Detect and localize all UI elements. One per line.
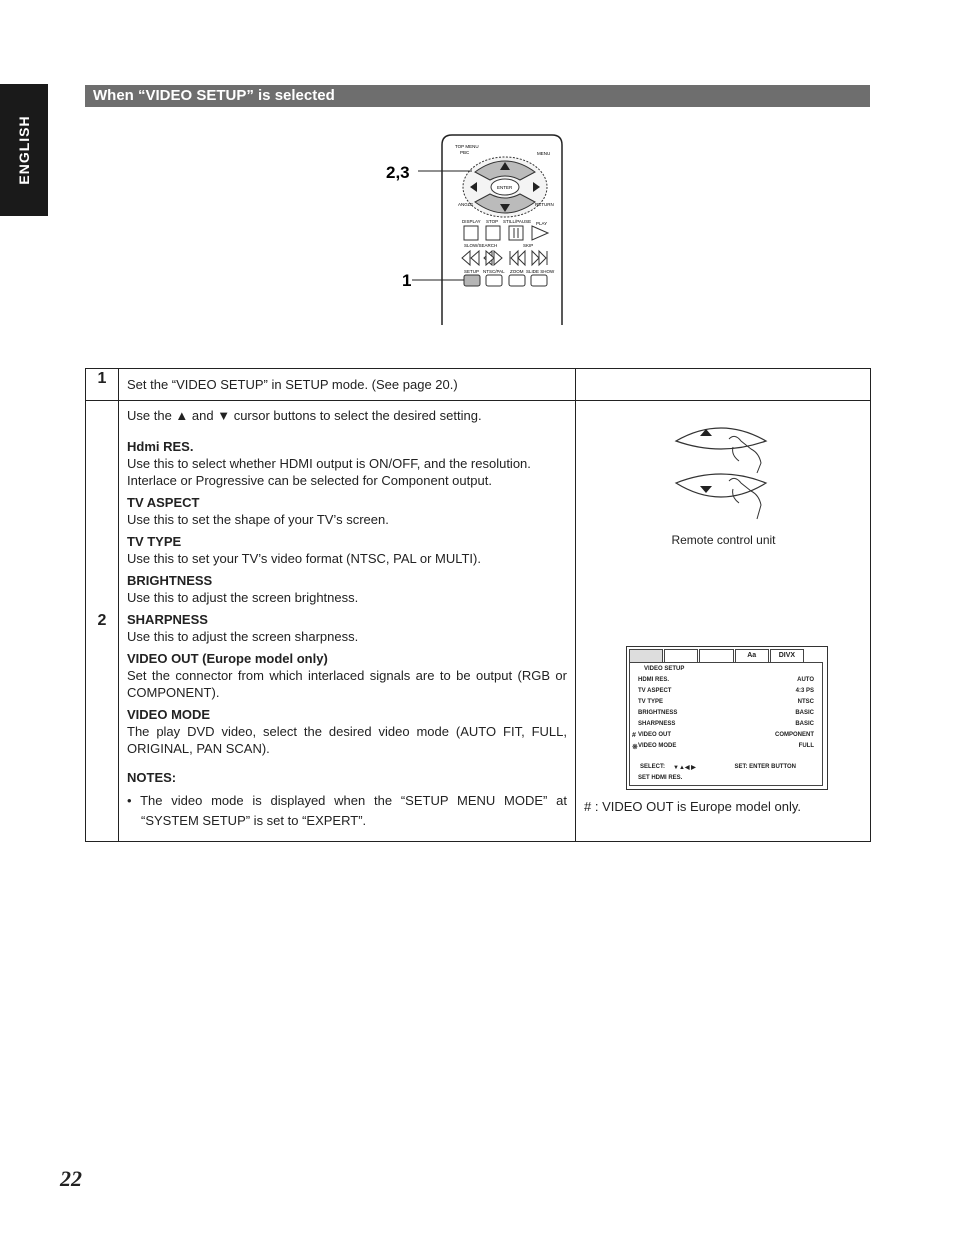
step-1-text: Set the “VIDEO SETUP” in SETUP mode. (See page 20.) (119, 369, 576, 401)
setting-desc-brightness: Use this to adjust the screen brightness. (127, 590, 359, 605)
osd-select-arrows: ▼▲◀ ▶ (673, 765, 696, 771)
setting-desc-hdmi-res: Use this to select whether HDMI output is ON/OFF, and the resolution. Interlace or Progressive can be selected for Component output. (127, 456, 531, 488)
step-2-illustration-cell (576, 401, 871, 842)
steps-table (85, 368, 871, 842)
notes-heading: NOTES: (127, 770, 177, 785)
footnote: # : VIDEO OUT is Europe model only. (584, 799, 801, 814)
remote-label-slide-show: SLIDE SHOW (526, 269, 555, 274)
note-item: • The video mode is displayed when the “SETUP MENU MODE” at “SYSTEM SETUP” is set to “EXPERT”. (127, 793, 567, 828)
cursor-up-key (676, 428, 766, 449)
step-2-intro: Use the ▲ and ▼ cursor buttons to select the desired setting. (127, 408, 482, 423)
setting-heading-tv-aspect: TV ASPECT (127, 495, 200, 510)
osd-row: BRIGHTNESS BASIC (638, 710, 814, 716)
osd-title: VIDEO SETUP (644, 666, 685, 672)
remote-label-slow-search: SLOW/SEARCH (464, 243, 498, 248)
setting-desc-video-out: Set the connector from which interlaced signals are to be output (RGB or COMPONENT). (127, 668, 567, 700)
display-button[interactable] (464, 226, 478, 240)
step-row-2 (86, 401, 871, 842)
section-title: When “VIDEO SETUP” is selected (85, 85, 870, 107)
remote-label-menu: MENU (537, 151, 551, 156)
callout-setup-button: 1 (402, 271, 412, 290)
step-row-1 (86, 369, 871, 401)
osd-row: HDMI RES. AUTO (638, 677, 814, 683)
osd-row: SHARPNESS BASIC (638, 721, 814, 727)
step-1-illustration-cell (576, 369, 871, 401)
osd-tab-disc-icon (699, 649, 733, 663)
down-triangle-icon: ▼ (217, 408, 231, 423)
setup-button[interactable] (464, 275, 480, 286)
setting-desc-sharpness: Use this to adjust the screen sharpness. (127, 629, 359, 644)
up-triangle-icon: ▲ (175, 408, 189, 423)
setting-heading-tv-type: TV TYPE (127, 534, 182, 549)
still-pause-button[interactable] (509, 226, 523, 240)
remote-label-pbc: PBC (460, 150, 470, 155)
osd-screen (626, 646, 828, 790)
setting-heading-sharpness: SHARPNESS (127, 612, 208, 627)
language-tab (0, 84, 48, 216)
setting-heading-video-out: VIDEO OUT (Europe model only) (127, 651, 328, 666)
setting-desc-video-mode: The play DVD video, select the desired video mode (AUTO FIT, FULL, ORIGINAL, PAN SCAN). (127, 724, 567, 756)
setting-desc-tv-aspect: Use this to set the shape of your TV’s screen. (127, 512, 389, 527)
setting-heading-brightness: BRIGHTNESS (127, 573, 213, 588)
osd-row: TV ASPECT 4:3 PS (638, 688, 814, 694)
page-number: 22 (60, 1166, 82, 1191)
step-2-content (119, 401, 576, 842)
remote-label-top-menu: TOP MENU (455, 144, 479, 149)
skip-forward-button[interactable] (532, 251, 547, 265)
osd-tab-bar (629, 649, 805, 663)
remote-label-return: RETURN (535, 202, 554, 207)
skip-back-button[interactable] (510, 251, 525, 265)
remote-label-display: DISPLAY (462, 219, 481, 224)
remote-label-ntsc-pal: NTSC/PAL (483, 269, 505, 274)
osd-panel (629, 662, 823, 786)
play-button[interactable] (532, 226, 548, 240)
remote-label-skip: SKIP (523, 243, 534, 248)
step-number-1: 1 (86, 369, 119, 401)
zoom-button[interactable] (509, 275, 525, 286)
osd-set-hint: SET: ENTER BUTTON (734, 764, 796, 770)
cursor-pad[interactable] (463, 157, 547, 217)
remote-label-enter: ENTER (497, 185, 513, 190)
remote-label-setup: SETUP (464, 269, 480, 274)
osd-select-hint: SELECT: ▼▲◀ ▶ SET: ENTER BUTTON (640, 764, 796, 771)
cursor-down-key (676, 474, 766, 497)
osd-tab-audio-icon (664, 649, 698, 663)
osd-tab-language-icon: Aa (735, 649, 769, 663)
remote-caption: Remote control unit (671, 533, 776, 547)
cursor-buttons-finger-illustration (671, 419, 781, 529)
osd-status: SET HDMI RES. (638, 775, 683, 781)
ntsc-pal-button[interactable] (486, 275, 502, 286)
callout-cursor-buttons: 2,3 (386, 163, 410, 182)
stop-button[interactable] (486, 226, 500, 240)
remote-label-still-pause: STILL/PAUSE (503, 219, 532, 224)
osd-tab-divx-icon: DIVX (770, 649, 804, 663)
remote-label-play: PLAY (536, 221, 548, 226)
step-number-2: 2 (86, 401, 119, 842)
remote-label-zoom: ZOOM (510, 269, 524, 274)
setting-heading-video-mode: VIDEO MODE (127, 707, 211, 722)
remote-control-illustration (380, 130, 580, 330)
slide-show-button[interactable] (531, 275, 547, 286)
remote-label-angle: ANGLE (458, 202, 474, 207)
setting-heading-hdmi-res: Hdmi RES. (127, 439, 194, 454)
osd-row: TV TYPE NTSC (638, 699, 814, 705)
setting-desc-tv-type: Use this to set your TV’s video format (NTSC, PAL or MULTI). (127, 551, 481, 566)
osd-row: # VIDEO OUT COMPONENT (632, 732, 814, 739)
osd-row: ※ VIDEO MODE FULL (632, 743, 814, 751)
language-tab-label: ENGLISH (16, 115, 32, 185)
osd-tab-video-icon (629, 649, 663, 663)
slow-search-fwd-button[interactable] (486, 251, 502, 265)
remote-label-stop: STOP (486, 219, 499, 224)
